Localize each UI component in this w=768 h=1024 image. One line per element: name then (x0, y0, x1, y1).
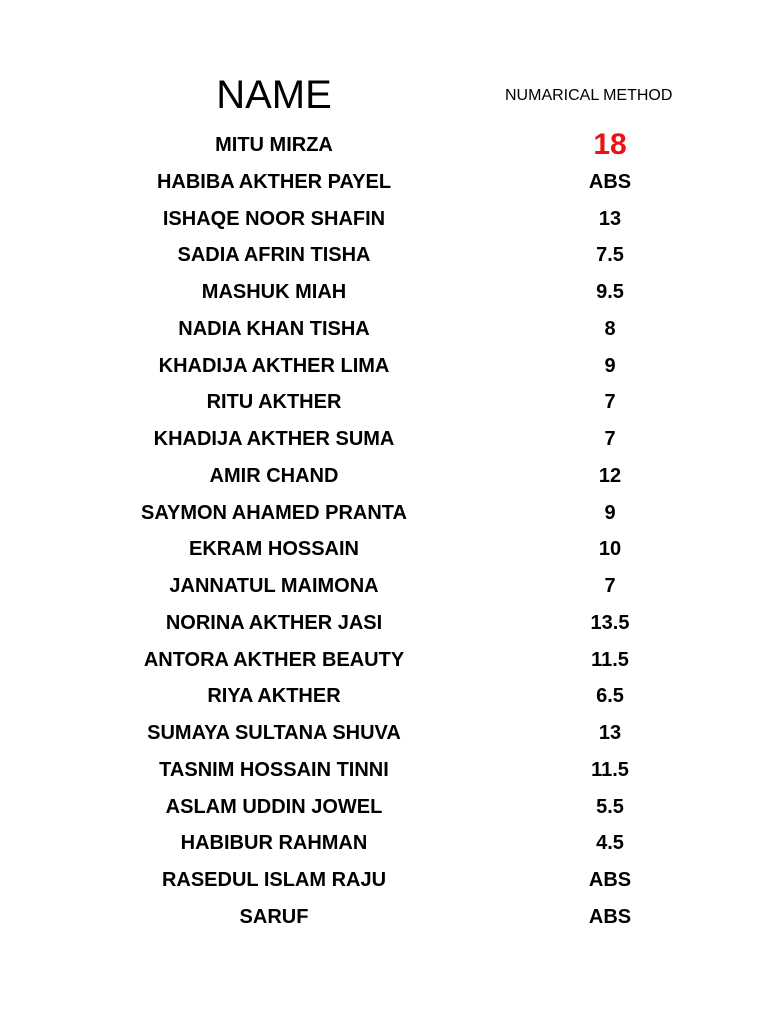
table-row (0, 531, 768, 568)
student-name: ISHAQE NOOR SHAFIN (162, 207, 386, 230)
student-name: NADIA KHAN TISHA (178, 317, 370, 340)
table-row (0, 899, 768, 936)
student-score: 9 (604, 501, 616, 524)
student-name: JANNATUL MAIMONA (169, 575, 379, 597)
student-name: KHADIJA AKTHER SUMA (153, 428, 395, 450)
table-row (0, 752, 768, 789)
table-row (0, 825, 768, 862)
student-name: EKRAM HOSSAIN (188, 538, 359, 561)
student-score: 5.5 (596, 795, 624, 818)
student-score: 12 (598, 464, 622, 487)
student-name: HABIBA AKTHER PAYEL (156, 170, 392, 193)
student-name: MASHUK MIAH (201, 281, 347, 303)
student-name: TASNIM HOSSAIN TINNI (159, 758, 389, 781)
student-score: 7 (604, 391, 616, 414)
table-row (0, 642, 768, 679)
student-score: 9 (604, 354, 616, 377)
table-row (0, 568, 768, 605)
table-row (0, 421, 768, 458)
student-score: 10 (598, 538, 622, 561)
student-score: 4.5 (596, 832, 624, 855)
student-score: 13 (598, 207, 622, 230)
student-name: ASLAM UDDIN JOWEL (165, 795, 383, 818)
student-name: AMIR CHAND (209, 464, 339, 487)
table-row (0, 605, 768, 642)
table-row (0, 862, 768, 899)
table-row (0, 274, 768, 311)
student-score: 13 (598, 722, 622, 744)
student-score: ABS (588, 170, 632, 193)
student-score: 6.5 (596, 685, 624, 708)
student-score: 9.5 (596, 281, 624, 303)
student-score: 18 (593, 128, 627, 161)
student-score: ABS (588, 905, 632, 928)
student-name: RASEDUL ISLAM RAJU (161, 869, 387, 891)
table-row (0, 384, 768, 421)
student-score: 11.5 (591, 758, 629, 781)
table-row (0, 715, 768, 752)
table-row (0, 495, 768, 532)
table-row (0, 127, 768, 164)
score-column-header: NUMARICAL METHOD (505, 87, 673, 104)
student-score: 13.5 (590, 611, 630, 634)
student-name: SADIA AFRIN TISHA (177, 244, 371, 267)
student-name: ANTORA AKTHER BEAUTY (143, 648, 405, 671)
table-row (0, 237, 768, 274)
table-row (0, 678, 768, 715)
student-score: ABS (588, 869, 632, 891)
table-row (0, 311, 768, 348)
student-score: 11.5 (591, 648, 629, 671)
student-score: 8 (604, 317, 616, 340)
student-name: HABIBUR RAHMAN (180, 832, 368, 855)
table-row (0, 348, 768, 385)
student-name: SUMAYA SULTANA SHUVA (147, 722, 401, 744)
student-score: 7 (604, 575, 616, 597)
student-name: RITU AKTHER (206, 391, 342, 414)
student-name: KHADIJA AKTHER LIMA (158, 354, 390, 377)
student-rows (0, 127, 768, 936)
student-name: RIYA AKTHER (207, 685, 341, 708)
student-name: SAYMON AHAMED PRANTA (141, 501, 407, 524)
student-score: 7.5 (596, 244, 624, 267)
student-name: NORINA AKTHER JASI (165, 611, 383, 634)
table-row (0, 164, 768, 201)
table-row (0, 201, 768, 238)
name-column-header: NAME (216, 73, 332, 117)
table-row (0, 789, 768, 826)
table-row (0, 458, 768, 495)
student-name: MITU MIRZA (215, 134, 333, 156)
student-name: SARUF (239, 905, 309, 928)
student-score: 7 (604, 428, 616, 450)
